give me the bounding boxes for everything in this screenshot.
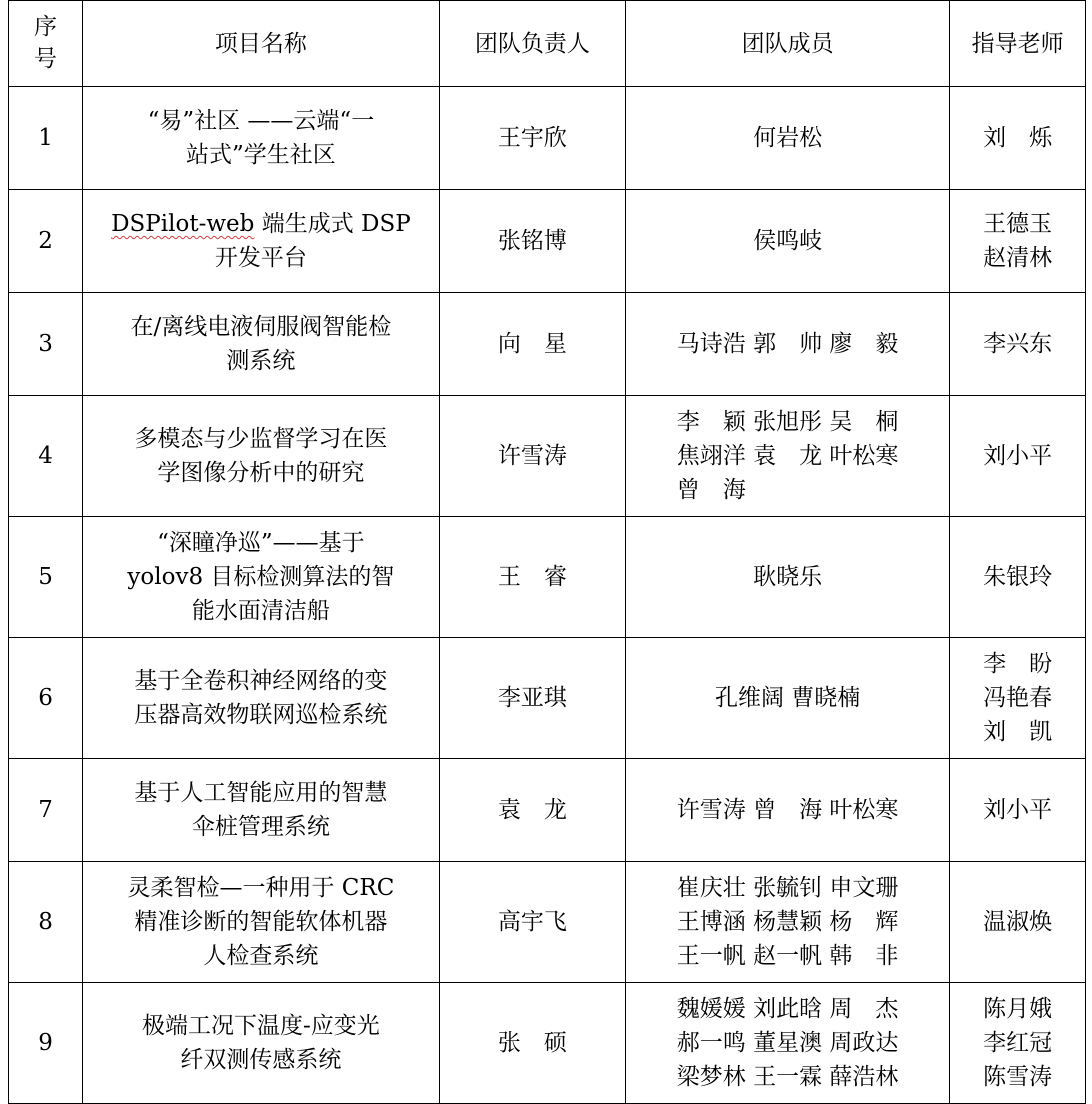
project-name-line: “易”社区 ——云端“一 <box>147 108 375 134</box>
project-name-line: 人检查系统 <box>203 943 319 969</box>
advisor-line: 刘 烁 <box>983 125 1053 151</box>
advisor-list <box>956 439 1079 473</box>
advisor-line: 刘 凯 <box>983 719 1053 745</box>
project-name-line: 基于人工智能应用的智慧 <box>134 780 388 806</box>
member-line: 王一帆 赵一帆 韩 非 <box>676 943 899 969</box>
cell-members <box>626 396 950 517</box>
table-row <box>9 862 1086 983</box>
cell-leader: 许雪涛 <box>439 396 625 517</box>
cell-no: 7 <box>9 759 83 862</box>
advisor-line: 朱银玲 <box>983 564 1053 590</box>
cell-advisor <box>950 862 1086 983</box>
advisor-line: 冯艳春 <box>983 685 1053 711</box>
table-row <box>9 293 1086 396</box>
cell-advisor <box>950 293 1086 396</box>
advisor-line: 李红冠 <box>983 1030 1053 1056</box>
project-name-line: 测系统 <box>226 348 296 374</box>
member-line: 魏媛媛 刘此晗 周 杰 <box>676 996 899 1022</box>
project-name-line <box>89 207 433 241</box>
header-advisor: 指导老师 <box>950 1 1086 87</box>
member-list <box>677 871 899 973</box>
member-line: 马诗浩 郭 帅 廖 毅 <box>676 331 899 357</box>
project-name-line: 站式”学生社区 <box>186 142 336 168</box>
cell-no: 8 <box>9 862 83 983</box>
cell-no: 1 <box>9 87 83 190</box>
project-name-line: 在/离线电液伺服阀智能检 <box>130 314 392 340</box>
member-list <box>677 992 899 1094</box>
cell-project-name <box>83 190 440 293</box>
table-row <box>9 190 1086 293</box>
member-line: 耿晓乐 <box>753 564 823 590</box>
cell-leader: 袁 龙 <box>439 759 625 862</box>
table-row <box>9 517 1086 638</box>
project-name-line: yolov8 目标检测算法的智 <box>127 564 395 590</box>
cell-advisor <box>950 517 1086 638</box>
advisor-line: 刘小平 <box>983 797 1053 823</box>
member-list <box>753 224 822 258</box>
member-line: 何岩松 <box>753 125 823 151</box>
project-name-line: 开发平台 <box>214 245 307 271</box>
header-name: 项目名称 <box>83 1 440 87</box>
table-row <box>9 983 1086 1104</box>
project-name-line: 极端工况下温度-应变光 <box>142 1013 380 1039</box>
project-name-line: “深瞳净巡”——基于 <box>157 530 365 556</box>
project-name-line: 多模态与少监督学习在医 <box>134 426 388 452</box>
member-line: 郝一鸣 董星澳 周政达 <box>676 1030 899 1056</box>
table-body <box>9 87 1086 1104</box>
advisor-list <box>956 647 1079 749</box>
cell-advisor <box>950 396 1086 517</box>
advisor-list <box>956 793 1079 827</box>
cell-leader: 王宇欣 <box>439 87 625 190</box>
cell-members <box>626 862 950 983</box>
advisor-list <box>956 560 1079 594</box>
project-name-line: 灵柔智检—一种用于 CRC <box>127 875 395 901</box>
cell-members <box>626 87 950 190</box>
header-no-text: 序号 <box>34 14 58 72</box>
advisor-line: 温淑焕 <box>983 909 1053 935</box>
advisor-line: 王德玉 <box>983 211 1053 237</box>
table-row <box>9 759 1086 862</box>
cell-members <box>626 190 950 293</box>
cell-members <box>626 983 950 1104</box>
project-name-line: 纤双测传感系统 <box>180 1047 342 1073</box>
member-line: 李 颖 张旭彤 吴 桐 <box>676 409 899 435</box>
project-name-line: 能水面清洁船 <box>191 598 330 624</box>
cell-advisor <box>950 638 1086 759</box>
header-members: 团队成员 <box>626 1 950 87</box>
project-name-prefix: DSPilot-web <box>111 211 255 237</box>
member-line: 孔维阔 曹晓楠 <box>714 685 861 711</box>
member-line: 许雪涛 曾 海 叶松寒 <box>676 797 899 823</box>
cell-advisor <box>950 190 1086 293</box>
cell-project-name <box>83 759 440 862</box>
cell-advisor <box>950 759 1086 862</box>
cell-project-name <box>83 862 440 983</box>
member-line: 曾 海 <box>676 477 746 503</box>
table-row <box>9 87 1086 190</box>
cell-project-name <box>83 517 440 638</box>
cell-no: 5 <box>9 517 83 638</box>
project-name-line: 学图像分析中的研究 <box>157 460 365 486</box>
advisor-line: 李 盼 <box>983 651 1053 677</box>
project-name-line: 精准诊断的智能软体机器 <box>134 909 388 935</box>
advisor-list <box>956 207 1079 275</box>
cell-project-name <box>83 983 440 1104</box>
header-row <box>9 1 1086 87</box>
member-line: 梁梦林 王一霖 薛浩林 <box>676 1064 899 1090</box>
member-line: 焦翊洋 袁 龙 叶松寒 <box>676 443 899 469</box>
project-name-line: 基于全卷积神经网络的变 <box>134 668 388 694</box>
cell-members <box>626 517 950 638</box>
member-list <box>715 681 860 715</box>
member-list <box>677 405 899 507</box>
cell-leader: 张 硕 <box>439 983 625 1104</box>
advisor-list <box>956 327 1079 361</box>
member-line: 侯鸣岐 <box>753 228 823 254</box>
advisor-list <box>956 992 1079 1094</box>
cell-leader: 高宇飞 <box>439 862 625 983</box>
cell-advisor <box>950 983 1086 1104</box>
cell-members <box>626 638 950 759</box>
member-line: 崔庆壮 张毓钊 申文珊 <box>676 875 899 901</box>
cell-leader: 张铭博 <box>439 190 625 293</box>
header-no <box>9 1 83 87</box>
cell-leader: 向 星 <box>439 293 625 396</box>
advisor-list <box>956 121 1079 155</box>
cell-members <box>626 759 950 862</box>
header-leader: 团队负责人 <box>439 1 625 87</box>
cell-no: 3 <box>9 293 83 396</box>
member-line: 王博涵 杨慧颖 杨 辉 <box>676 909 899 935</box>
advisor-line: 李兴东 <box>983 331 1053 357</box>
advisor-line: 陈月娥 <box>983 996 1053 1022</box>
member-list <box>677 327 899 361</box>
advisor-list <box>956 905 1079 939</box>
cell-project-name <box>83 87 440 190</box>
cell-no: 9 <box>9 983 83 1104</box>
member-list <box>677 793 899 827</box>
advisor-line: 赵清林 <box>983 245 1053 271</box>
project-table <box>8 0 1086 1104</box>
cell-advisor <box>950 87 1086 190</box>
cell-project-name <box>83 638 440 759</box>
cell-project-name <box>83 396 440 517</box>
member-list <box>753 560 822 594</box>
advisor-line: 陈雪涛 <box>983 1064 1053 1090</box>
table-row <box>9 638 1086 759</box>
table-row <box>9 396 1086 517</box>
cell-no: 4 <box>9 396 83 517</box>
cell-no: 6 <box>9 638 83 759</box>
cell-project-name <box>83 293 440 396</box>
advisor-line: 刘小平 <box>983 443 1053 469</box>
cell-no: 2 <box>9 190 83 293</box>
cell-leader: 王 睿 <box>439 517 625 638</box>
project-name-line: 压器高效物联网巡检系统 <box>134 702 388 728</box>
project-name-line-rest: 端生成式 DSP <box>254 211 411 237</box>
cell-members <box>626 293 950 396</box>
project-name-line: 伞桩管理系统 <box>191 814 330 840</box>
cell-leader: 李亚琪 <box>439 638 625 759</box>
member-list <box>753 121 822 155</box>
